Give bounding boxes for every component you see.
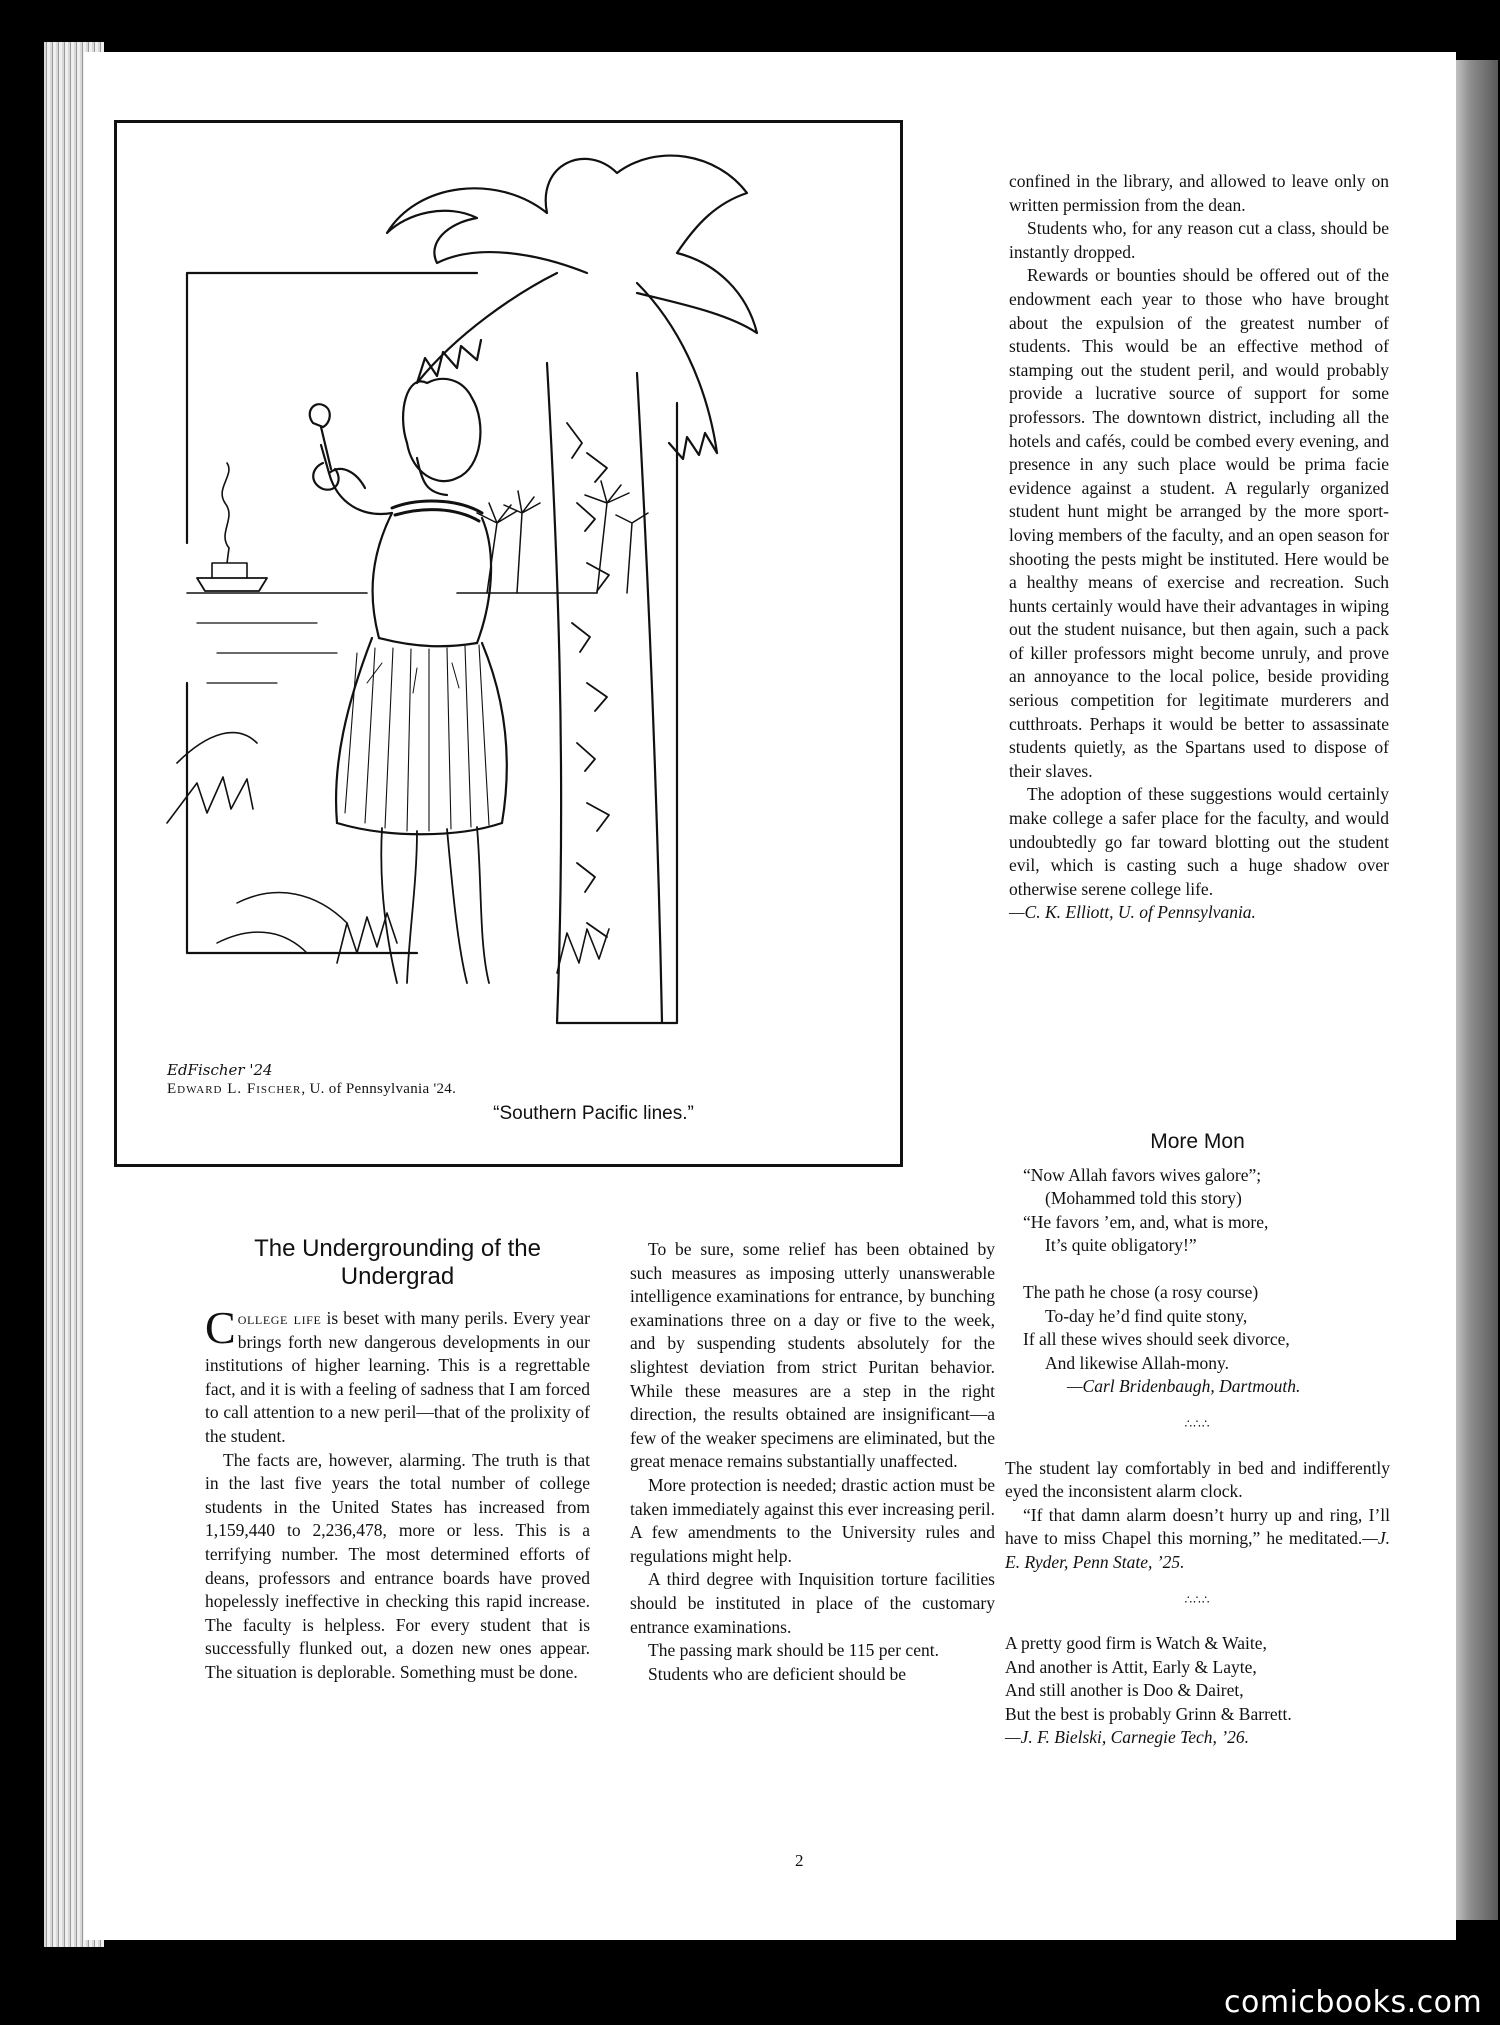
joke-text: “If that damn alarm doesn’t hurry up and ring, I’ll have to miss Chapel this morning,” he meditated. xyxy=(1005,1504,1390,1549)
left-column xyxy=(205,1302,590,1685)
paragraph: The facts are, however, alarming. The truth is that in the last five years the total number of college students in the United States has increased from 1,159,440 to 2,236,478, more or less. This is a terrifying number. The most determined efforts of deans, professors and entrance boards have proved hopelessly ineffective in checking this rapid increase. The faculty is helpless. For every student that is successfully flunked out, a dozen new ones appear. The situation is deplorable. Something must be done. xyxy=(205,1449,590,1682)
author-signature: —J. E. Ryder, Penn State, ’25. xyxy=(1005,1528,1390,1572)
artist-signature: EdFischer '24 xyxy=(167,1061,273,1079)
cartoon-illustration xyxy=(114,120,903,1167)
rhyme-line: And still another is Doo & Dairet, xyxy=(1005,1680,1244,1701)
middle-column xyxy=(630,1238,995,1686)
paragraph: The adoption of these suggestions would certainly make college a safer place for the faculty, and would undoubtedly go far toward blotting out the student evil, which is casting such a huge shadow over otherwise serene college life. xyxy=(1009,784,1389,899)
paragraph: More protection is needed; drastic action must be taken immediately against this ever increasing peril. A few amendments to the University rules and regulations might help. xyxy=(630,1474,995,1566)
paragraph: Students who are deficient should be xyxy=(648,1663,907,1684)
paragraph: The passing mark should be 115 per cent. xyxy=(648,1640,939,1661)
poem-line: (Mohammed told this story) xyxy=(1045,1188,1242,1209)
artist-name: Edward L. Fischer xyxy=(167,1081,302,1097)
illustration-credit xyxy=(167,1081,456,1098)
lead-text: is beset with many perils. Every year brings forth new dangerous developments in our institutions of higher learning. This is a regrettable fact, and it is with a feeling of sadness that I am forced to call attention to a new peril—that of the prolixity of the student. xyxy=(205,1308,590,1446)
watermark: comicbooks.com xyxy=(1224,1985,1483,2020)
lead-smallcaps: ollege life xyxy=(237,1308,322,1328)
poem-line: To-day he’d find quite stony, xyxy=(1045,1305,1248,1326)
paragraph: The student lay comfortably in bed and indifferently eyed the inconsistent alarm clock. xyxy=(1005,1457,1390,1502)
rhyme-line: And another is Attit, Early & Layte, xyxy=(1005,1656,1257,1677)
rhyme-line: A pretty good firm is Watch & Waite, xyxy=(1005,1633,1267,1654)
poem-line: It’s quite obligatory!” xyxy=(1045,1235,1197,1256)
article-title: The Undergrounding of the Undergrad xyxy=(254,1235,541,1290)
poem-title: More Mon xyxy=(1150,1130,1245,1153)
author-signature: —C. K. Elliott, U. of Pennsylvania. xyxy=(1009,902,1256,923)
paragraph: To be sure, some relief has been obtained by such measures as imposing utterly unanswerable intelligence examinations for entrance, by bunching examinations three on a day or five to the week, and by suspending students absolutely for the slightest deviation from strict Puritan behavior. While these measures are a step in the right direction, the results obtained are insignificant—a few of the weaker specimens are eliminated, but the great menace remains substantially unaffected. xyxy=(630,1239,995,1472)
drop-cap: C xyxy=(205,1302,236,1353)
rhyme xyxy=(1005,1632,1390,1750)
paragraph xyxy=(1005,1504,1390,1575)
poem-line: The path he chose (a rosy course) xyxy=(1023,1281,1259,1302)
book-page-edges-right xyxy=(1452,60,1498,1920)
poem-line: “He favors ’em, and, what is more, xyxy=(1023,1211,1269,1232)
paragraph: A third degree with Inquisition torture facilities should be instituted in place of the customary entrance examinations. xyxy=(630,1569,995,1637)
page-number: 2 xyxy=(795,1851,804,1870)
rhyme-line: But the best is probably Grinn & Barrett. xyxy=(1005,1703,1292,1724)
illustration-caption: “Southern Pacific lines.” xyxy=(493,1103,694,1124)
author-signature: —J. F. Bielski, Carnegie Tech, ’26. xyxy=(1005,1727,1250,1748)
hula-dancer-drawing xyxy=(117,123,900,1164)
ornament-divider: ∴∴∴ xyxy=(1184,1416,1211,1431)
right-column-top xyxy=(1009,170,1389,925)
poem-line: And likewise Allah-mony. xyxy=(1045,1352,1230,1373)
artist-school: , U. of Pennsylvania '24. xyxy=(301,1081,457,1097)
article-lead-paragraph xyxy=(205,1302,590,1449)
poem xyxy=(1005,1164,1390,1399)
paragraph: Rewards or bounties should be offered out of the endowment each year to those who have brought about the expulsion of the greatest number of students. This would be an effective method of stamping out the student peril, and would probably provide a lucrative source of support for some professors. The downtown district, including all the hotels and cafés, could be combed every evening, and presence in any such place would be prima facie evidence against a student. A regularly organized student hunt might be arranged by the more sport-loving members of the faculty, and an open season for shooting the pests might be instituted. Here would be a healthy means of exercise and recreation. Such hunts certainly would have their advantages in wiping out the student nuisance, but then again, such a pack of killer professors might become unruly, and prove an annoyance to the local police, beside providing serious competition for legitimate murderers and cutthroats. Perhaps it would be better to assassinate students quietly, as the Spartans used to dispose of their slaves. xyxy=(1009,265,1389,781)
poem-line: “Now Allah favors wives galore”; xyxy=(1023,1164,1262,1185)
ornament-divider: ∴∴∴ xyxy=(1184,1592,1211,1607)
poem-signature: —Carl Bridenbaugh, Dartmouth. xyxy=(1067,1376,1301,1397)
paragraph: confined in the library, and allowed to leave only on written permission from the dean. xyxy=(1009,171,1389,215)
poem-line: If all these wives should seek divorce, xyxy=(1023,1329,1290,1350)
paragraph: Students who, for any reason cut a class, should be instantly dropped. xyxy=(1009,218,1389,262)
right-column-bottom xyxy=(1005,1130,1390,1750)
